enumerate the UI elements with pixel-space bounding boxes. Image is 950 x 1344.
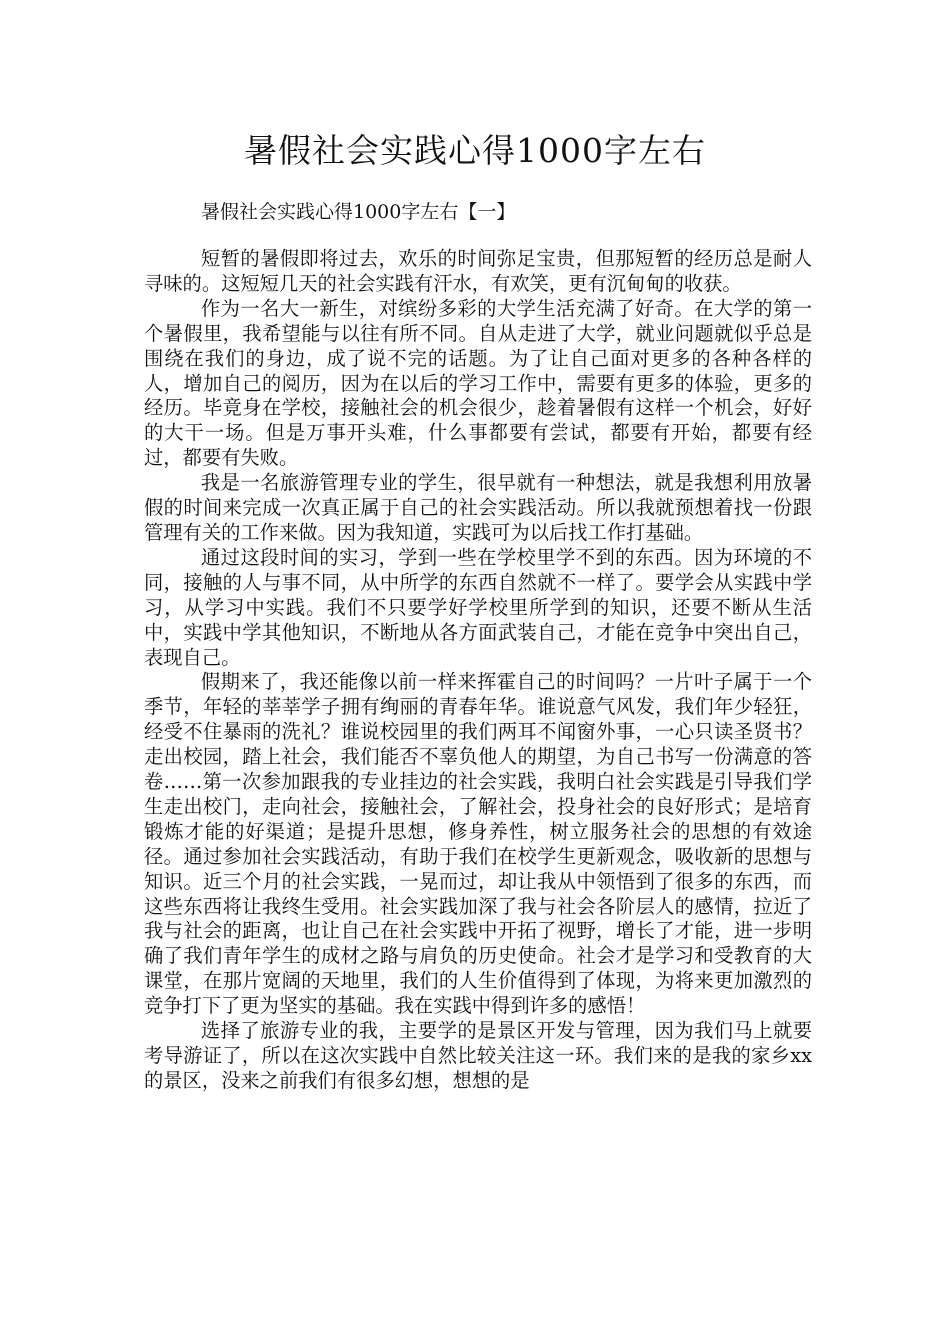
paragraph: 通过这段时间的实习，学到一些在学校里学不到的东西。因为环境的不同，接触的人与事不同，从中所学的东西自然就不一样了。要学会从实践中学习，从学习中实践。我们不只要学好学校里所学到的知识，还要不断从生活中，实践中学其他知识，不断地从各方面武装自己，才能在竞争中突出自己，表现自己。 — [144, 545, 812, 669]
paragraph: 我是一名旅游管理专业的学生，很早就有一种想法，就是我想利用放暑假的时间来完成一次真正属于自己的社会实践活动。所以我就预想着找一份跟管理有关的工作来做。因为我知道，实践可为以后找工作打基础。 — [144, 471, 812, 544]
document-body — [144, 247, 812, 1094]
document-title: 暑假社会实践心得1000字左右 — [244, 131, 706, 170]
section-heading: 暑假社会实践心得1000字左右【一】 — [201, 201, 516, 223]
paragraph: 短暂的暑假即将过去，欢乐的时间弥足宝贵，但那短暂的经历总是耐人寻味的。这短短几天的社会实践有汗水，有欢笑，更有沉甸甸的收获。 — [144, 247, 812, 295]
paragraph: 作为一名大一新生，对缤纷多彩的大学生活充满了好奇。在大学的第一个暑假里，我希望能与以往有所不同。自从走进了大学，就业问题就似乎总是围绕在我们的身边，成了说不完的话题。为了让自己面对更多的各种各样的人，增加自己的阅历，因为在以后的学习工作中，需要有更多的体验，更多的经历。毕竟身在学校，接触社会的机会很少，趁着暑假有这样一个机会，好好的大干一场。但是万事开头难，什么事都要有尝试，都要有开始，都要有经过，都要有失败。 — [144, 296, 812, 470]
paragraph: 选择了旅游专业的我，主要学的是景区开发与管理，因为我们马上就要考导游证了，所以在这次实践中自然比较关注这一环。我们来的是我的家乡xx的景区，没来之前我们有很多幻想，想想的是 — [144, 1019, 812, 1092]
paragraph: 假期来了，我还能像以前一样来挥霍自己的时间吗？一片叶子属于一个季节，年轻的莘莘学子拥有绚丽的青春年华。谁说意气风发，我们年少轻狂，经受不住暴雨的洗礼？谁说校园里的我们两耳不闻窗外事，一心只读圣贤书？走出校园，踏上社会，我们能否不辜负他人的期望，为自己书写一份满意的答卷……第一次参加跟我的专业挂边的社会实践，我明白社会实践是引导我们学生走出校门，走向社会，接触社会，了解社会，投身社会的良好形式；是培育锻炼才能的好渠道；是提升思想，修身养性，树立服务社会的思想的有效途径。通过参加社会实践活动，有助于我们在校学生更新观念，吸收新的思想与知识。近三个月的社会实践，一晃而过，却让我从中领悟到了很多的东西，而这些东西将让我终生受用。社会实践加深了我与社会各阶层人的感情，拉近了我与社会的距离，也让自己在社会实践中开拓了视野，增长了才能，进一步明确了我们青年学生的成材之路与肩负的历史使命。社会才是学习和受教育的大课堂，在那片宽阔的天地里，我们的人生价值得到了体现，为将来更加激烈的竞争打下了更为坚实的基础。我在实践中得到许多的感悟！ — [144, 670, 812, 1018]
